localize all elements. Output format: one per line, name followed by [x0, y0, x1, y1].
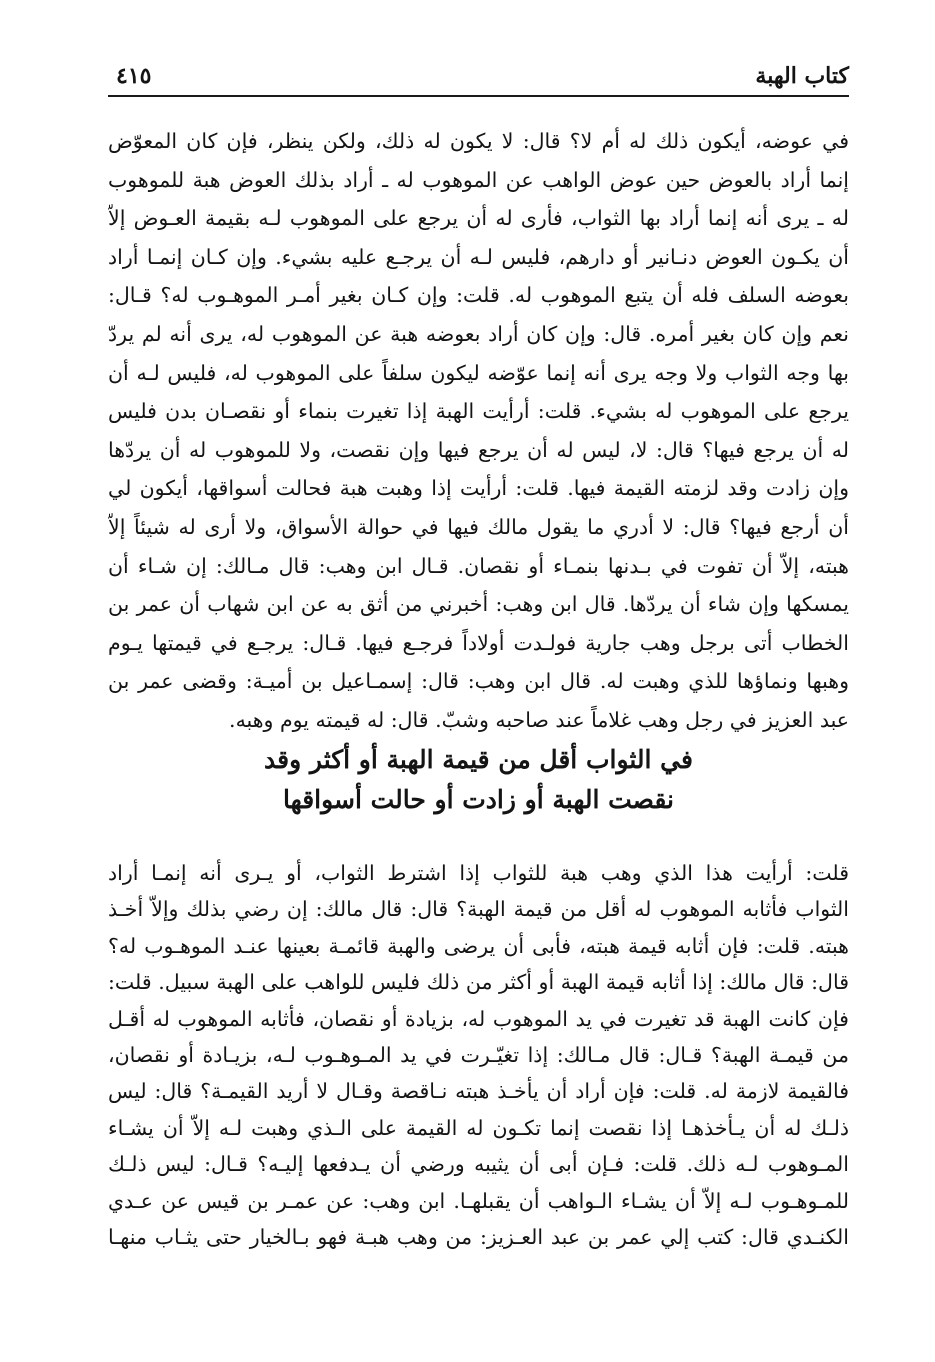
text-line: أن يكـون العوض دنـانير أو دارهم، فليس لـه أن يرجـع عليه بشيء. وإن كـان إنمـا أراد [108, 244, 849, 269]
text-line: له ـ يرى أنه إنما أراد بها الثواب، فأرى له أن يرجع على الموهوب لـه بقيمة العـوض إلاّ [108, 206, 849, 231]
text-line: له أن يرجع فيها؟ قال: لا، ليس له أن يرجع فيها وإن نقصت، ولا للموهوب له أن يردّها [108, 437, 849, 462]
page-header [108, 60, 849, 94]
text-line: أن أرجع فيها؟ قال: لا أدري ما يقول مالك فيها في حوالة الأسواق، ولا أرى له شيئاً إلاّ [108, 514, 849, 539]
section-heading-line-1: في الثواب أقل من قيمة الهبة أو أكثر وقد [264, 745, 693, 774]
header-rule [108, 95, 849, 97]
text-line: فإن كانت الهبة قد تغيرت في يد الموهوب له، بزيادة أو نقصان، فأثابه الموهوب له أقـل [108, 1006, 849, 1031]
text-line: يمسكها وإن شاء أن يردّها. قال ابن وهب: أخبرني من أثق به عن ابن شهاب أن عمر بن [108, 592, 849, 617]
paragraph-1 [108, 122, 849, 740]
page-number: ٤١٥ [116, 63, 152, 89]
running-title: كتاب الهبة [755, 63, 849, 89]
text-line: إنما أراد بالعوض حين عوض الواهب عن الموهوب له ـ أراد بذلك العوض هبة للموهوب [108, 167, 849, 192]
text-line: الخطاب أتى برجل وهب جارية فولـدت أولاداً فرجـع فيها. قـال: يرجـع في قيمتها يـوم [108, 630, 849, 655]
text-line: بعوضه السلف فله أن يتبع الموهوب له. قلت: وإن كـان بغير أمـر الموهـوب له؟ قـال: [108, 283, 849, 308]
paragraph-2 [108, 855, 849, 1295]
text-line: من قيمـة الهبة؟ قـال: قال مـالك: إذا تغيّـرت في يد المـوهـوب لـه، بزيـادة أو نقصان، [108, 1042, 849, 1067]
text-line: قلت: أرأيت هذا الذي وهب هبة للثواب إذا اشترط الثواب، أو يـرى أنه إنمـا أراد [108, 861, 849, 885]
text-line: الثواب فأثابه الموهوب له أقل من قيمة الهبة؟ قال: قال مالك: إن رضي بذلك وإلاّ أخـذ [108, 897, 849, 922]
text-line: ذلـك له أن يـأخذهـا إذا نقصت إنما تكـون له القيمة على الـذي وهبت لـه إلاّ أن يشـاء [108, 1115, 849, 1140]
text-line: قال: قال مالك: إذا أثابه قيمة الهبة أو أكثر من ذلك فليس للواهب على الهبة سبيل. قلت: [108, 970, 849, 995]
text-line: هبته، إلاّ أن تفوت في بـدنها بنمـاء أو نقصان. قـال ابن وهب: قال مـالك: إن شـاء أن [108, 553, 849, 578]
text-line: يرجع على الموهوب له بشيء. قلت: أرأيت الهبة إذا تغيرت بنماء أو نقصـان بدن فليس [108, 399, 849, 424]
text-line: الكنـدي قال: كتب إلي عمر بن عبد العـزيز: من وهب هبـة فهو بـالخيار حتى يثـاب منهـا [108, 1224, 849, 1249]
text-line: عبد العزيز في رجل وهب غلاماً عند صاحبه وشبّ. قال: له قيمته يوم وهبه. [229, 707, 849, 732]
text-line: وإن زادت وقد لزمته القيمة فيها. قلت: أرأيت إذا وهبت هبة فحالت أسواقها، أيكون لي [108, 476, 849, 501]
section-heading [108, 740, 849, 820]
text-line: بها وجه الثواب ولا وجه يرى أنه إنما عوّضه ليكون سلفاً على الموهوب له، فليس لـه أن [108, 360, 849, 385]
section-heading-line-2: نقصت الهبة أو زادت أو حالت أسواقها [283, 785, 674, 814]
text-line: نعم وإن كان بغير أمره. قال: وإن كان أراد بعوضه هبة عن الموهوب له، يرى أنه لم يردّ [108, 321, 849, 346]
text-line: المـوهوب لـه ذلك. قلت: فـإن أبى أن يثيبه ورضي أن يـدفعها إليـه؟ قـال: ليس ذلـك [108, 1152, 849, 1177]
text-line: في عوضه، أيكون ذلك له أم لا؟ قال: لا يكون له ذلك، ولكن ينظر، فإن كان المعوّض [108, 129, 849, 153]
text-line: للمـوهـوب لـه إلاّ أن يشـاء الـواهب أن يقبلهـا. ابن وهب: عن عمـر بن قيس عن عـدي [108, 1188, 849, 1213]
text-line: وهبها ونماؤها للذي وهبت له. قال ابن وهب: قال: إسمـاعيل بن أميـة: وقضى عمر بن [108, 669, 849, 694]
text-line: فالقيمة لازمة له. قلت: فإن أراد أن يأخـذ هبته نـاقصة وقـال لا أريد القيمـة؟ قال: ليس [108, 1079, 849, 1104]
text-line: هبته. قلت: فإن أثابه قيمة هبته، فأبى أن يرضى والهبة قائمـة بعينها عنـد الموهـوب له؟ [108, 933, 849, 958]
